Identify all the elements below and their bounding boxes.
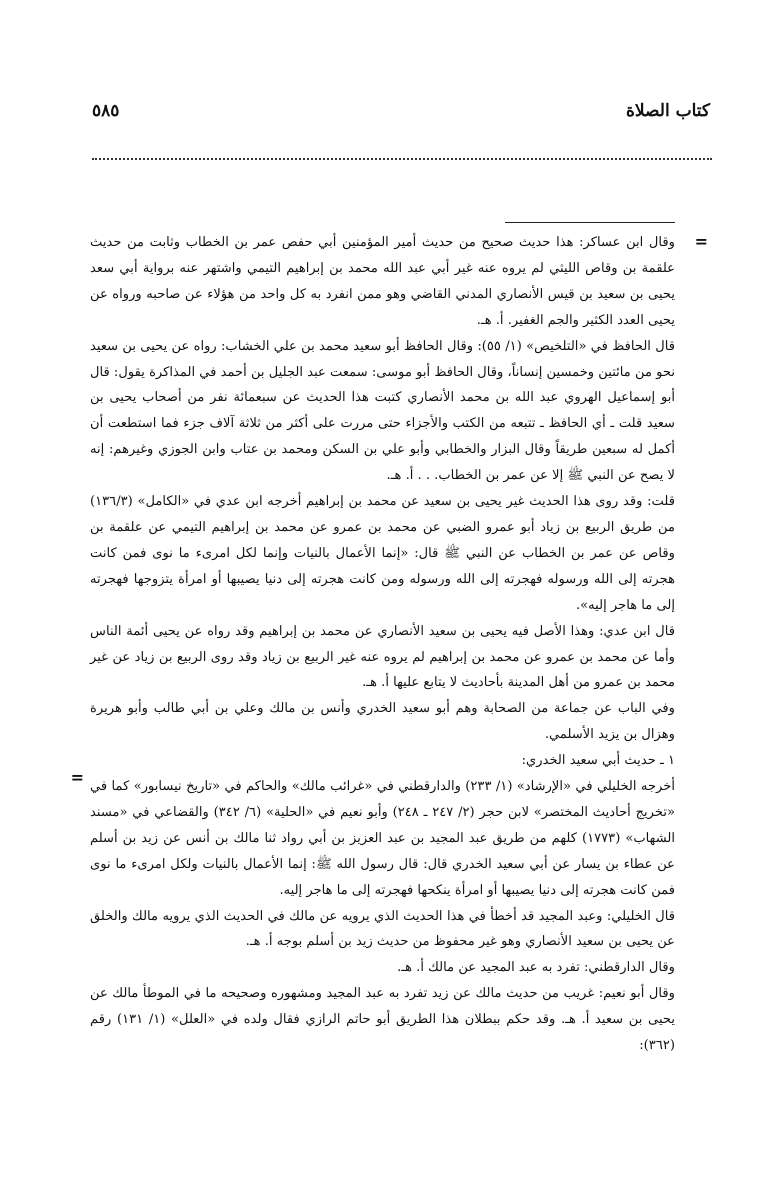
footnote-rule [505, 222, 675, 223]
continuation-mark-top: = [694, 232, 708, 251]
paragraph-daraqutni: وقال الدارقطني: تفرد به عبد المجيد عن مالك أ. هـ. [397, 960, 675, 976]
page-header [92, 96, 710, 126]
paragraph-ibn-adi-comment: قال ابن عدي: وهذا الأصل فيه يحيى بن سعيد الأنصاري عن محمد بن إبراهيم وقد رواه عن يحيى أئمة الناس وأما عن محمد بن عمرو عن محمد بن إبراهيم لم يروه عنه غير الربيع بن زياد وقد روى الربيع بن زياد عن غير محمد بن عمرو من أهل المدينة بأحاديث لا يتابع عليها أ. هـ. [90, 623, 675, 691]
paragraph-takhrij: أخرجه الخليلي في «الإرشاد» (١/ ٢٣٣) والدارقطني في «غرائب مالك» والحاكم في «تاريخ نيسابور» كما في «تخريج أحاديث المختصر» لابن حجر (٢/ ٢٤٧ ـ ٢٤٨) وأبو نعيم في «الحلية» (٦/ ٣٤٢) والقضاعي في «مسند الشهاب» (١٧٧٣) كلهم من طريق عبد المجيد بن عبد العزيز بن أبي رواد ثنا مالك بن أنس عن زيد بن أسلم عن عطاء بن يسار عن أبي سعيد الخدري قال: قال رسول الله ﷺ: إنما الأعمال بالنيات ولكل امرىء ما نوى فمن كانت هجرته إلى دنيا يصيبها أو امرأة ينكحها فهجرته إلى ما هاجر إليه. [90, 779, 675, 898]
book-title: كتاب الصلاة [625, 101, 710, 121]
paragraph-khalili: قال الخليلي: وعبد المجيد قد أخطأ في هذا الحديث الذي يرويه عن مالك في الحديث الذي يرويه مالك والخلق عن يحيى بن سعيد الأنصاري وهو غير محفوظ من حديث زيد بن أسلم بوجه أ. هـ. [90, 908, 675, 950]
page-number: ٥٨٥ [92, 101, 120, 121]
paragraph-ibn-adi-kamil: قلت: وقد روى هذا الحديث غير يحيى بن سعيد عن محمد بن إبراهيم أخرجه ابن عدي في «الكامل» (١٣٦/٣) من طريق الربيع بن زياد أبو عمرو الضبي عن محمد بن عمرو عن محمد بن إبراهيم التيمي عن علقمة بن وقاص عن عمر بن الخطاب عن النبي ﷺ قال: «إنما الأعمال بالنيات وإنما لكل امرىء ما نوى فمن كانت هجرته إلى الله ورسوله فهجرته إلى الله ورسوله ومن كانت هجرته إلى دنيا يصيبها أو امرأة يتزوجها فهجرته إلى ما هاجر إليه». [90, 494, 676, 613]
footnote-body [90, 230, 675, 1059]
paragraph-companions: وفي الباب عن جماعة من الصحابة وهم أبو سعيد الخدري وأنس بن مالك وعلي بن أبي طالب وأبو هريرة وهزال بن يزيد الأسلمي. [90, 701, 675, 743]
section-heading-abu-said: ١ ـ حديث أبي سعيد الخدري: [521, 753, 675, 769]
paragraph-abu-nuaym: وقال أبو نعيم: غريب من حديث مالك عن زيد تفرد به عبد المجيد ومشهوره وصحيحه ما في الموطأ مالك عن يحيى بن سعيد أ. هـ. وقد حكم ببطلان هذا الطريق أبو حاتم الرازي فقال ولده في «العلل» (١/ ١٣١) رقم (٣٦٢): [90, 986, 675, 1054]
continuation-mark-bottom: = [70, 768, 84, 787]
paragraph-talkhis: قال الحافظ في «التلخيص» (١/ ٥٥): وقال الحافظ أبو سعيد محمد بن علي الخشاب: رواه عن يحيى بن سعيد نحو من مائتين وخمسين إنساناً، وقال الحافظ أبو موسى: سمعت عبد الجليل بن أحمد في المذاكرة يقول: قال أبو إسماعيل الهروي عبد الله بن محمد الأنصاري كتبت هذا الحديث عن سبعمائة نفر من أصحاب يحيى بن سعيد قلت ـ أي الحافظ ـ تتبعه من الكتب والأجزاء حتى مررت على أكثر من ثلاثة آلاف جزء فما استطعت أن أكمل له سبعين طريقاً وقال البزار والخطابي وأبو علي بن السكن ومحمد بن عتاب وابن الجوزي وغيرهم: إنه لا يصح عن النبي ﷺ إلا عن عمر بن الخطاب. . . أ. هـ. [90, 338, 675, 484]
dotted-divider [92, 158, 712, 160]
paragraph-ibn-asakir: وقال ابن عساكر: هذا حديث صحيح من حديث أمير المؤمنين أبي حفص عمر بن الخطاب وثابت من حديث علقمة بن وقاص الليثي لم يروه عنه غير أبي عبد الله محمد بن إبراهيم التيمي واشتهر عنه برواية أبي سعد يحيى بن سعيد بن قيس الأنصاري المدني القاضي وهو ممن انفرد به كل واحد من هؤلاء عن صاحبه ورواه عن يحيى العدد الكثير والجم الغفير. أ. هـ. [90, 235, 675, 328]
